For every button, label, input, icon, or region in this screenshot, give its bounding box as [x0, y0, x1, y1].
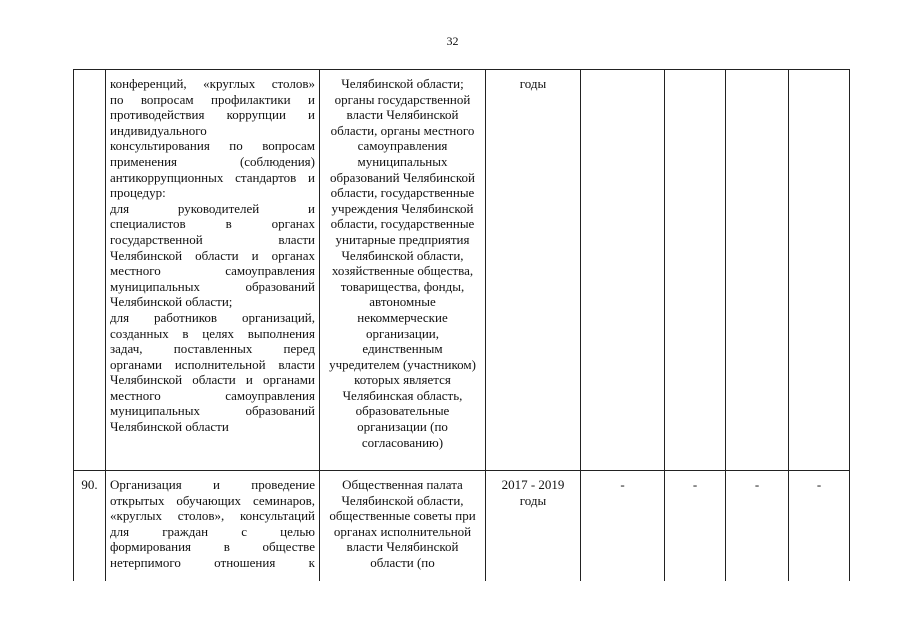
measure-line: муниципальных образований [110, 278, 315, 294]
executor-cell [320, 471, 486, 582]
executor-line: власти Челябинской [346, 107, 459, 123]
row-number-cell: 90. [74, 471, 106, 582]
measure-line: консультирования по вопросам [110, 138, 315, 154]
executor-line: области, органы местного [330, 122, 475, 138]
measure-line: антикоррупционных стандартов и [110, 169, 315, 185]
executor-line: учреждения Челябинской [331, 200, 474, 216]
executor-line: образовательные [355, 403, 450, 419]
executor-line: Челябинская область, [342, 387, 463, 403]
row-number-cell [74, 70, 106, 471]
period-line: годы [519, 76, 547, 91]
value-cell: - [581, 471, 665, 582]
period-line: годы [519, 492, 547, 508]
table-row [74, 70, 850, 471]
executor-line: самоуправления [357, 138, 448, 154]
measure-line: Челябинской области и органах [110, 247, 315, 263]
executor-line: единственным [362, 341, 443, 357]
measure-line: процедур: [110, 185, 166, 201]
period-cell [486, 70, 581, 471]
executor-line: образований Челябинской [330, 169, 475, 185]
executor-line: учредителем (участником) [329, 356, 476, 372]
measure-line: органами исполнительной власти [110, 356, 315, 372]
measure-line: созданных в целях выполнения [110, 325, 315, 341]
executor-line: которых является [354, 372, 451, 388]
executor-line: Челябинской области, [341, 492, 464, 508]
measure-line: задач, поставленных перед [110, 341, 315, 357]
executor-line: автономные [369, 294, 436, 310]
page-number: 32 [446, 34, 459, 48]
measure-line: местного самоуправления [110, 263, 315, 279]
executor-line: органы государственной [334, 91, 471, 107]
measure-line: конференций, «круглых столов» [110, 76, 315, 91]
executor-line: некоммерческие [357, 309, 448, 325]
measure-line: по вопросам профилактики и [110, 91, 315, 107]
value-cell [665, 70, 726, 471]
period-cell [486, 471, 581, 582]
executor-line: общественные советы при [329, 508, 476, 524]
measure-line: муниципальных образований [110, 403, 315, 419]
table-row [74, 471, 850, 582]
executor-line: Челябинской области; [341, 76, 464, 91]
measure-line: Челябинской области [110, 419, 229, 435]
measure-line: для работников организаций, [110, 309, 315, 325]
period-line: 2017 - 2019 [501, 477, 565, 492]
executor-line: области, государственные [330, 216, 475, 232]
measure-line: нетерпимого отношения к [110, 554, 315, 570]
value-cell [789, 70, 850, 471]
value-cell [581, 70, 665, 471]
value-cell [726, 70, 789, 471]
executor-line: Челябинской области, [341, 247, 464, 263]
measure-cell [106, 471, 320, 582]
measure-line: государственной власти [110, 231, 315, 247]
executor-line: органах исполнительной [333, 523, 472, 539]
executor-line: организации (по [357, 419, 448, 435]
measure-cell [106, 70, 320, 471]
measure-line: Челябинской области; [110, 294, 233, 310]
measure-line: индивидуального [110, 122, 207, 138]
value-cell: - [789, 471, 850, 582]
executor-line: товарищества, фонды, [340, 278, 465, 294]
measure-line: Организация и проведение [110, 477, 315, 492]
executor-line: власти Челябинской [346, 539, 459, 555]
executor-line: хозяйственные общества, [331, 263, 474, 279]
executor-line: Общественная палата [342, 477, 463, 492]
value-cell: - [665, 471, 726, 582]
measure-line: местного самоуправления [110, 387, 315, 403]
executor-line: области (по [370, 554, 435, 570]
value-cell: - [726, 471, 789, 582]
executor-line: области, государственные [330, 185, 475, 201]
executor-line: унитарные предприятия [335, 231, 470, 247]
measure-line: формирования в обществе [110, 539, 315, 555]
executor-line: муниципальных [357, 153, 448, 169]
executor-line: организации, [365, 325, 440, 341]
measure-line: специалистов в органах [110, 216, 315, 232]
measure-line: применения (соблюдения) [110, 153, 315, 169]
executor-cell [320, 70, 486, 471]
measure-line: Челябинской области и органами [110, 372, 315, 388]
measures-table [73, 69, 850, 581]
measure-line: открытых обучающих семинаров, [110, 492, 315, 508]
measure-line: противодействия коррупции и [110, 107, 315, 123]
measure-line: для граждан с целью [110, 523, 315, 539]
measure-line: «круглых столов», консультаций [110, 508, 315, 524]
measure-line: для руководителей и [110, 200, 315, 216]
executor-line: согласованию) [361, 434, 444, 450]
